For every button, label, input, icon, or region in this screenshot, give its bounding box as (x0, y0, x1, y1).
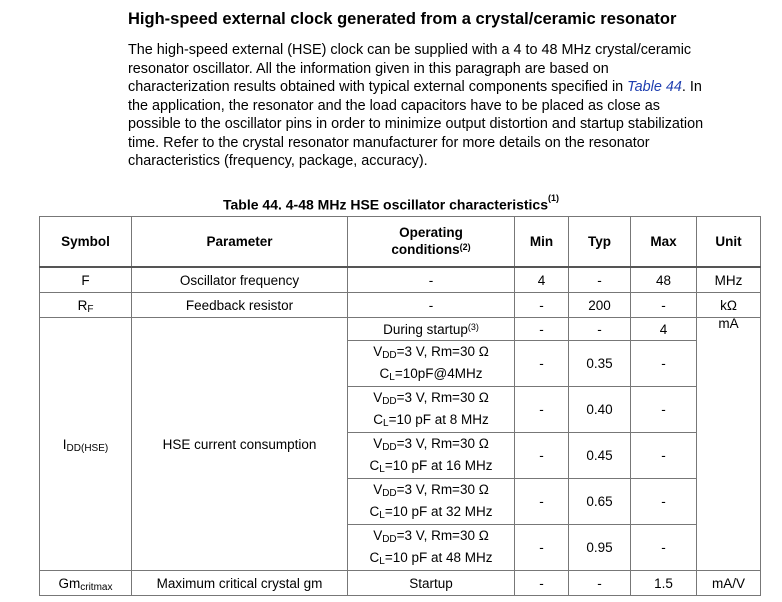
v-sub: DD (382, 441, 397, 453)
c-main: C (369, 503, 380, 519)
header-conditions-line2: conditions (391, 241, 460, 257)
paragraph-text: characterization results obtained with typical external components specified in (128, 79, 628, 95)
c-rest: =10 pF at 16 MHz (384, 457, 493, 473)
c-rest: =10 pF at 32 MHz (384, 503, 493, 519)
cell-max: - (631, 433, 697, 479)
c-sub: L (379, 509, 385, 521)
c-main: C (369, 549, 380, 565)
cell-symbol-idd (40, 318, 132, 571)
cell-typ: 0.40 (569, 387, 631, 433)
cell-parameter-hse-current: HSE current consumption (132, 318, 348, 571)
cell-conditions (348, 433, 515, 479)
paragraph-line: the application, the resonator and the load capacitors have to be placed as close as (128, 97, 661, 114)
cell-typ: - (569, 267, 631, 293)
cell-conditions (348, 341, 515, 387)
cell-min: 4 (515, 267, 569, 293)
cell-max: 1.5 (631, 571, 697, 596)
cell-max: - (631, 387, 697, 433)
cell-typ: 0.45 (569, 433, 631, 479)
paragraph-line: time. Refer to the crystal resonator manufacturer for more details on the resonator (128, 134, 650, 151)
cell-unit: MHz (697, 267, 761, 293)
c-rest: =10pF@4MHz (394, 365, 483, 381)
v-sub: DD (382, 395, 397, 407)
symbol-main: R (77, 297, 88, 313)
table-caption (0, 193, 782, 213)
paragraph-text: . In (681, 79, 702, 95)
v-main: V (373, 481, 383, 497)
c-sub: L (379, 555, 385, 567)
table-row-feedback-resistor (40, 293, 761, 318)
section-paragraph (128, 41, 778, 171)
cell-symbol: F (40, 267, 132, 293)
hse-characteristics-table (39, 216, 761, 596)
symbol-subscript: F (87, 303, 94, 315)
cell-min: - (515, 571, 569, 596)
symbol-subscript: critmax (80, 581, 113, 593)
v-rest: =3 V, Rm=30 Ω (396, 389, 489, 405)
cell-max: - (631, 341, 697, 387)
table-row-critical-gm (40, 571, 761, 596)
header-max: Max (631, 217, 697, 268)
paragraph-line: The high-speed external (HSE) clock can be supplied with a 4 to 48 MHz crystal/ceramic (128, 42, 692, 58)
v-rest: =3 V, Rm=30 Ω (396, 527, 489, 543)
v-main: V (373, 389, 383, 405)
header-unit: Unit (697, 217, 761, 268)
c-rest: =10 pF at 8 MHz (388, 411, 489, 427)
table-header-row (40, 217, 761, 268)
cell-min: - (515, 318, 569, 341)
conditions-text: During startup (383, 321, 468, 337)
c-main: C (379, 365, 390, 381)
cell-conditions: - (348, 293, 515, 318)
cell-min: - (515, 525, 569, 571)
c-rest: =10 pF at 48 MHz (384, 549, 493, 565)
cell-unit-ma (697, 318, 761, 571)
cell-min: - (515, 293, 569, 318)
paragraph-line: characteristics (frequency, package, accuracy). (128, 153, 428, 169)
header-parameter: Parameter (132, 217, 348, 268)
symbol-main: Gm (58, 575, 81, 591)
header-min: Min (515, 217, 569, 268)
cell-typ: - (569, 318, 631, 341)
paragraph-line: possible to the oscillator pins in order to minimize output distortion and startup stabilization (128, 116, 704, 132)
paragraph-line: resonator oscillator. All the information given in this paragraph are based on (128, 60, 609, 77)
v-rest: =3 V, Rm=30 Ω (396, 481, 489, 497)
header-conditions-note: (2) (459, 241, 471, 252)
cell-min: - (515, 387, 569, 433)
cell-max: - (631, 525, 697, 571)
cell-conditions: Startup (348, 571, 515, 596)
header-typ: Typ (569, 217, 631, 268)
cell-conditions (348, 318, 515, 341)
cell-unit: mA/V (697, 571, 761, 596)
cell-symbol (40, 571, 132, 596)
cell-conditions (348, 525, 515, 571)
cell-conditions: - (348, 267, 515, 293)
table-row-hse-current-startup (40, 318, 761, 341)
cell-conditions (348, 387, 515, 433)
cell-max: - (631, 293, 697, 318)
symbol-main: I (62, 436, 67, 452)
v-rest: =3 V, Rm=30 Ω (396, 435, 489, 451)
v-rest: =3 V, Rm=30 Ω (396, 343, 489, 359)
table-row-oscillator-frequency (40, 267, 761, 293)
section-heading: High-speed external clock generated from a crystal/ceramic resonator (128, 10, 677, 28)
cell-unit: kΩ (697, 293, 761, 318)
cell-min: - (515, 479, 569, 525)
cell-max: 4 (631, 318, 697, 341)
conditions-note: (3) (467, 321, 479, 332)
cell-typ: 200 (569, 293, 631, 318)
c-main: C (369, 457, 380, 473)
v-sub: DD (382, 487, 397, 499)
c-sub: L (379, 463, 385, 475)
cell-symbol (40, 293, 132, 318)
v-main: V (373, 527, 383, 543)
cell-max: 48 (631, 267, 697, 293)
cell-parameter: Oscillator frequency (132, 267, 348, 293)
cell-typ: 0.35 (569, 341, 631, 387)
caption-text: Table 44. 4-48 MHz HSE oscillator characteristics (223, 196, 548, 213)
cell-conditions (348, 479, 515, 525)
paragraph-line (128, 78, 778, 97)
caption-footnote-ref: (1) (548, 193, 559, 203)
cell-typ: - (569, 571, 631, 596)
c-sub: L (383, 417, 389, 429)
v-sub: DD (382, 349, 397, 361)
header-conditions-line1: Operating (399, 224, 463, 240)
table-44-link[interactable]: Table 44 (627, 79, 682, 95)
cell-typ: 0.95 (569, 525, 631, 571)
symbol-subscript: DD(HSE) (66, 442, 109, 454)
cell-min: - (515, 433, 569, 479)
cell-parameter: Maximum critical crystal gm (132, 571, 348, 596)
cell-parameter: Feedback resistor (132, 293, 348, 318)
header-symbol: Symbol (40, 217, 132, 268)
v-sub: DD (382, 533, 397, 545)
cell-min: - (515, 341, 569, 387)
cell-typ: 0.65 (569, 479, 631, 525)
c-sub: L (389, 371, 395, 383)
v-main: V (373, 343, 383, 359)
unit-text: mA (718, 316, 739, 331)
header-conditions (348, 217, 515, 268)
c-main: C (373, 411, 383, 427)
v-main: V (373, 435, 383, 451)
cell-max: - (631, 479, 697, 525)
